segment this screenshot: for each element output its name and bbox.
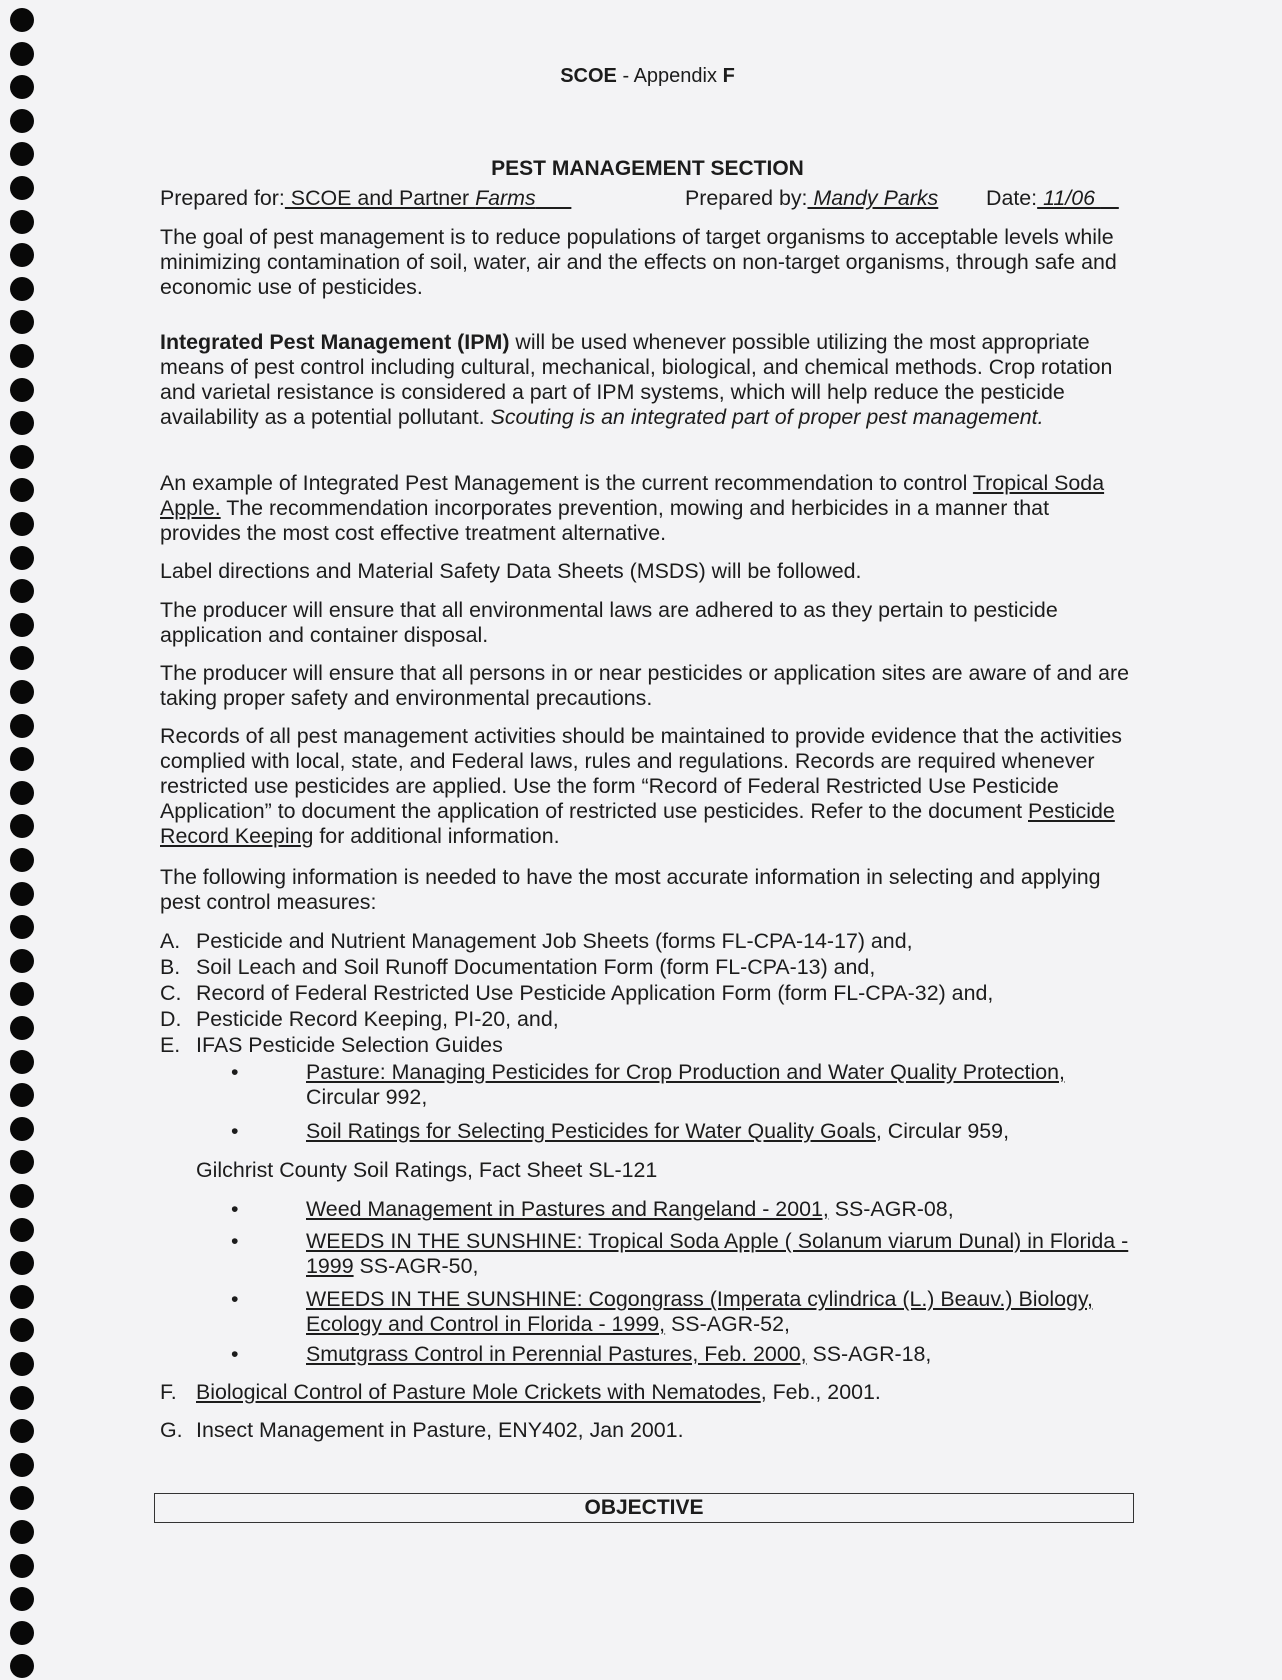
- environment-paragraph: The producer will ensure that all environmental laws are adhered to as they pertain to pesticide application and container disposal.: [160, 598, 1058, 647]
- bullet-icon: •: [231, 1119, 239, 1143]
- prepared-date: Date: 11/06: [986, 186, 1101, 210]
- binder-hole: [10, 1654, 34, 1678]
- binder-hole: [10, 1184, 34, 1208]
- binder-hole: [10, 142, 34, 166]
- records-paragraph: Records of all pest management activities should be maintained to provide evidence that the activities complied with local, state, and Federal laws, rules and regulations. Records are required whenever restricted use pesticides are applied. Use the form “Record of Federal Restricted Use Pesticide Application” to document the application of restricted use pesticides. Refer to the document Pesticide Record Keeping for additional information.: [160, 724, 1122, 848]
- binder-hole: [10, 882, 34, 906]
- bullet-icon: •: [231, 1197, 239, 1221]
- bullet-icon: •: [231, 1060, 239, 1084]
- biological-control-link[interactable]: Biological Control of Pasture Mole Crickets with Nematodes: [196, 1380, 761, 1404]
- binder-hole: [10, 1520, 34, 1544]
- binder-hole: [10, 613, 34, 637]
- binder-hole: [10, 1453, 34, 1477]
- binder-hole: [10, 747, 34, 771]
- binder-hole: [10, 915, 34, 939]
- binder-holes: [10, 8, 36, 1676]
- binder-hole: [10, 781, 34, 805]
- binder-hole: [10, 1016, 34, 1040]
- list-item-f: F. Biological Control of Pasture Mole Crickets with Nematodes, Feb., 2001.: [160, 1380, 881, 1404]
- binder-hole: [10, 1117, 34, 1141]
- page-header: SCOE - Appendix F: [560, 65, 735, 87]
- binder-hole: [10, 445, 34, 469]
- binder-hole: [10, 1150, 34, 1174]
- bullet-icon: •: [231, 1342, 239, 1366]
- binder-hole: [10, 310, 34, 334]
- binder-hole: [10, 478, 34, 502]
- binder-hole: [10, 176, 34, 200]
- section-title: PEST MANAGEMENT SECTION: [491, 157, 804, 180]
- objective-heading: OBJECTIVE: [154, 1493, 1134, 1523]
- example-paragraph: An example of Integrated Pest Management is the current recommendation to control Tropical Soda Apple. The recommendation incorporates prevention, mowing and herbicides in a manner that provides the most cost effective treatment alternative.: [160, 471, 1105, 545]
- binder-hole: [10, 1386, 34, 1410]
- binder-hole: [10, 1554, 34, 1578]
- bullet-icon: •: [231, 1229, 239, 1253]
- binder-hole: [10, 344, 34, 368]
- binder-hole: [10, 546, 34, 570]
- binder-hole: [10, 1486, 34, 1510]
- guide-link[interactable]: Pasture: Managing Pesticides for Crop Production and Water Quality Protection,: [306, 1060, 1065, 1084]
- binder-hole: [10, 210, 34, 234]
- binder-hole: [10, 1050, 34, 1074]
- binder-hole: [10, 646, 34, 670]
- binder-hole: [10, 277, 34, 301]
- goal-paragraph: The goal of pest management is to reduce populations of target organisms to acceptable levels while minimizing contamination of soil, water, air and the effects on non-target organisms, through safe and economic use of pesticides.: [160, 225, 1117, 299]
- binder-hole: [10, 42, 34, 66]
- pesticide-record-keeping-link[interactable]: Pesticide Record Keeping: [160, 799, 1115, 848]
- guide-link[interactable]: WEEDS IN THE SUNSHINE: Tropical Soda Apple ( Solanum viarum Dunal) in Florida - 1999: [306, 1229, 1129, 1278]
- binder-hole: [10, 848, 34, 872]
- binder-hole: [10, 1318, 34, 1342]
- binder-hole: [10, 1621, 34, 1645]
- guide-link[interactable]: WEEDS IN THE SUNSHINE: Cogongrass (Imperata cylindrica (L.) Beauv.) Biology, Ecology and Control in Florida - 1999,: [306, 1287, 1093, 1336]
- binder-hole: [10, 1352, 34, 1376]
- binder-hole: [10, 1251, 34, 1275]
- document-page: SCOE - Appendix F PEST MANAGEMENT SECTION Prepared for: SCOE and Partner Farms Prepared by: Mandy Parks Date: 11/06 The goal of pest management is to reduce populations of target organisms to acceptable levels while minimizing contamination of soil, water, air and the effects on non-target organisms, through safe and economic use of pesticides. Integrated Pest Management (IPM) will be used whenever possible utilizing the most appropriate means of pest control including cultural, mechanical, biological, and chemical methods. Crop rotation and varietal resistance is considered a part of IPM systems, which will help reduce the pesticide availability as a potential pollutant. Scouting is an integrated part of proper pest management. An example of Integrated Pest Management is the current recommendation to control Tropical Soda Apple. The recommendation incorporates prevention, mowing and herbicides in a manner that provides the most cost effective treatment alternative. Label directions and Material Safety Data Sheets (MSDS) will be followed. The producer will ensure that all environmental laws are adhered to as they pertain to pesticide application and container disposal. The producer will ensure that all persons in or near pesticides or application sites are aware of and are taking proper safety and environmental precautions. Records of all pest management activities should be maintained to provide evidence that the activities complied with local, state, and Federal laws, rules and regulations. Records are required whenever restricted use pesticides are applied. Use the form “Record of Federal Restricted Use Pesticide Application” to document the application of restricted use pesticides. Refer to the document Pesticide Record Keeping for additional information. The following information is needed to have the most accurate information in selecting and applying pest control measures: A. Pesticide and Nutrient Management Job Sheets (forms FL-CPA-14-17) and, B. Soil Leach and Soil Runoff Documentation Form (form FL-CPA-13) and, C. Record of Federal Restricted Use Pesticide Application Form (form FL-CPA-32) and, D. Pesticide Record Keeping, PI-20, and, E. IFAS Pesticide Selection Guides • Pasture: Managing Pesticides for Crop Production and Water Quality Protection, Circular 992, • Soil Ratings for Selecting Pesticides for Water Quality Goals, Circular 959, Gilchrist County Soil Ratings, Fact Sheet SL-121 • Weed Management in Pastures and Rangeland - 2001, SS-AGR-08, • WEEDS IN THE SUNSHINE: Tropical Soda Apple ( Solanum viarum Dunal) in Florida - 1999 SS-AGR-50, • WEEDS IN THE SUNSHINE: Cogongrass (Imperata cylindrica (L.) Beauv.) Biology, Ecology and Control in Florida - 1999, SS-AGR-52, • Smutgrass Control in Perennial Pastures, Feb. 2000, SS-AGR-18, F. Biological Control of Pasture Mole Crickets with Nematodes, Feb., 2001. G. Insect Management in Pasture, ENY402, Jan 2001. OBJECTIVE: [160, 0, 1135, 1680]
- gilchrist-line: Gilchrist County Soil Ratings, Fact Sheet SL-121: [196, 1158, 658, 1182]
- prepared-for: Prepared for: SCOE and Partner Farms: [160, 186, 536, 210]
- prepared-by: Prepared by: Mandy Parks: [685, 186, 939, 210]
- guide-link[interactable]: Weed Management in Pastures and Rangeland - 2001,: [306, 1197, 829, 1221]
- list-item-b: B. Soil Leach and Soil Runoff Documentation Form (form FL-CPA-13) and,: [160, 955, 876, 979]
- binder-hole: [10, 982, 34, 1006]
- binder-hole: [10, 1083, 34, 1107]
- binder-hole: [10, 814, 34, 838]
- binder-hole: [10, 512, 34, 536]
- binder-hole: [10, 579, 34, 603]
- binder-hole: [10, 411, 34, 435]
- list-item-d: D. Pesticide Record Keeping, PI-20, and,: [160, 1007, 559, 1031]
- guide-link[interactable]: Soil Ratings for Selecting Pesticides for Water Quality Goals: [306, 1119, 876, 1143]
- list-item-c: C. Record of Federal Restricted Use Pesticide Application Form (form FL-CPA-32) and,: [160, 981, 994, 1005]
- bullet-icon: •: [231, 1287, 239, 1311]
- label-paragraph: Label directions and Material Safety Data Sheets (MSDS) will be followed.: [160, 559, 862, 583]
- binder-hole: [10, 75, 34, 99]
- list-item-e: E. IFAS Pesticide Selection Guides: [160, 1033, 503, 1057]
- guide-link[interactable]: Smutgrass Control in Perennial Pastures, Feb. 2000,: [306, 1342, 807, 1366]
- binder-hole: [10, 109, 34, 133]
- tropical-soda-apple-link[interactable]: Tropical Soda Apple.: [160, 471, 1105, 520]
- safety-paragraph: The producer will ensure that all persons in or near pesticides or application sites are aware of and are taking proper safety and environmental precautions.: [160, 661, 1130, 710]
- binder-hole: [10, 378, 34, 402]
- list-item-g: G. Insect Management in Pasture, ENY402, Jan 2001.: [160, 1418, 684, 1442]
- binder-hole: [10, 714, 34, 738]
- binder-hole: [10, 1285, 34, 1309]
- binder-hole: [10, 680, 34, 704]
- ipm-paragraph: Integrated Pest Management (IPM) will be used whenever possible utilizing the most appropriate means of pest control including cultural, mechanical, biological, and chemical methods. Crop rotation and varietal resistance is considered a part of IPM systems, which will help reduce the pesticide availability as a potential pollutant. Scouting is an integrated part of proper pest management.: [160, 330, 1113, 429]
- binder-hole: [10, 1218, 34, 1242]
- binder-hole: [10, 8, 34, 32]
- binder-hole: [10, 949, 34, 973]
- following-paragraph: The following information is needed to have the most accurate information in selecting and applying pest control measures:: [160, 865, 1101, 914]
- binder-hole: [10, 243, 34, 267]
- binder-hole: [10, 1419, 34, 1443]
- list-item-a: A. Pesticide and Nutrient Management Job Sheets (forms FL-CPA-14-17) and,: [160, 929, 913, 953]
- binder-hole: [10, 1587, 34, 1611]
- prepared-row: [160, 186, 1135, 212]
